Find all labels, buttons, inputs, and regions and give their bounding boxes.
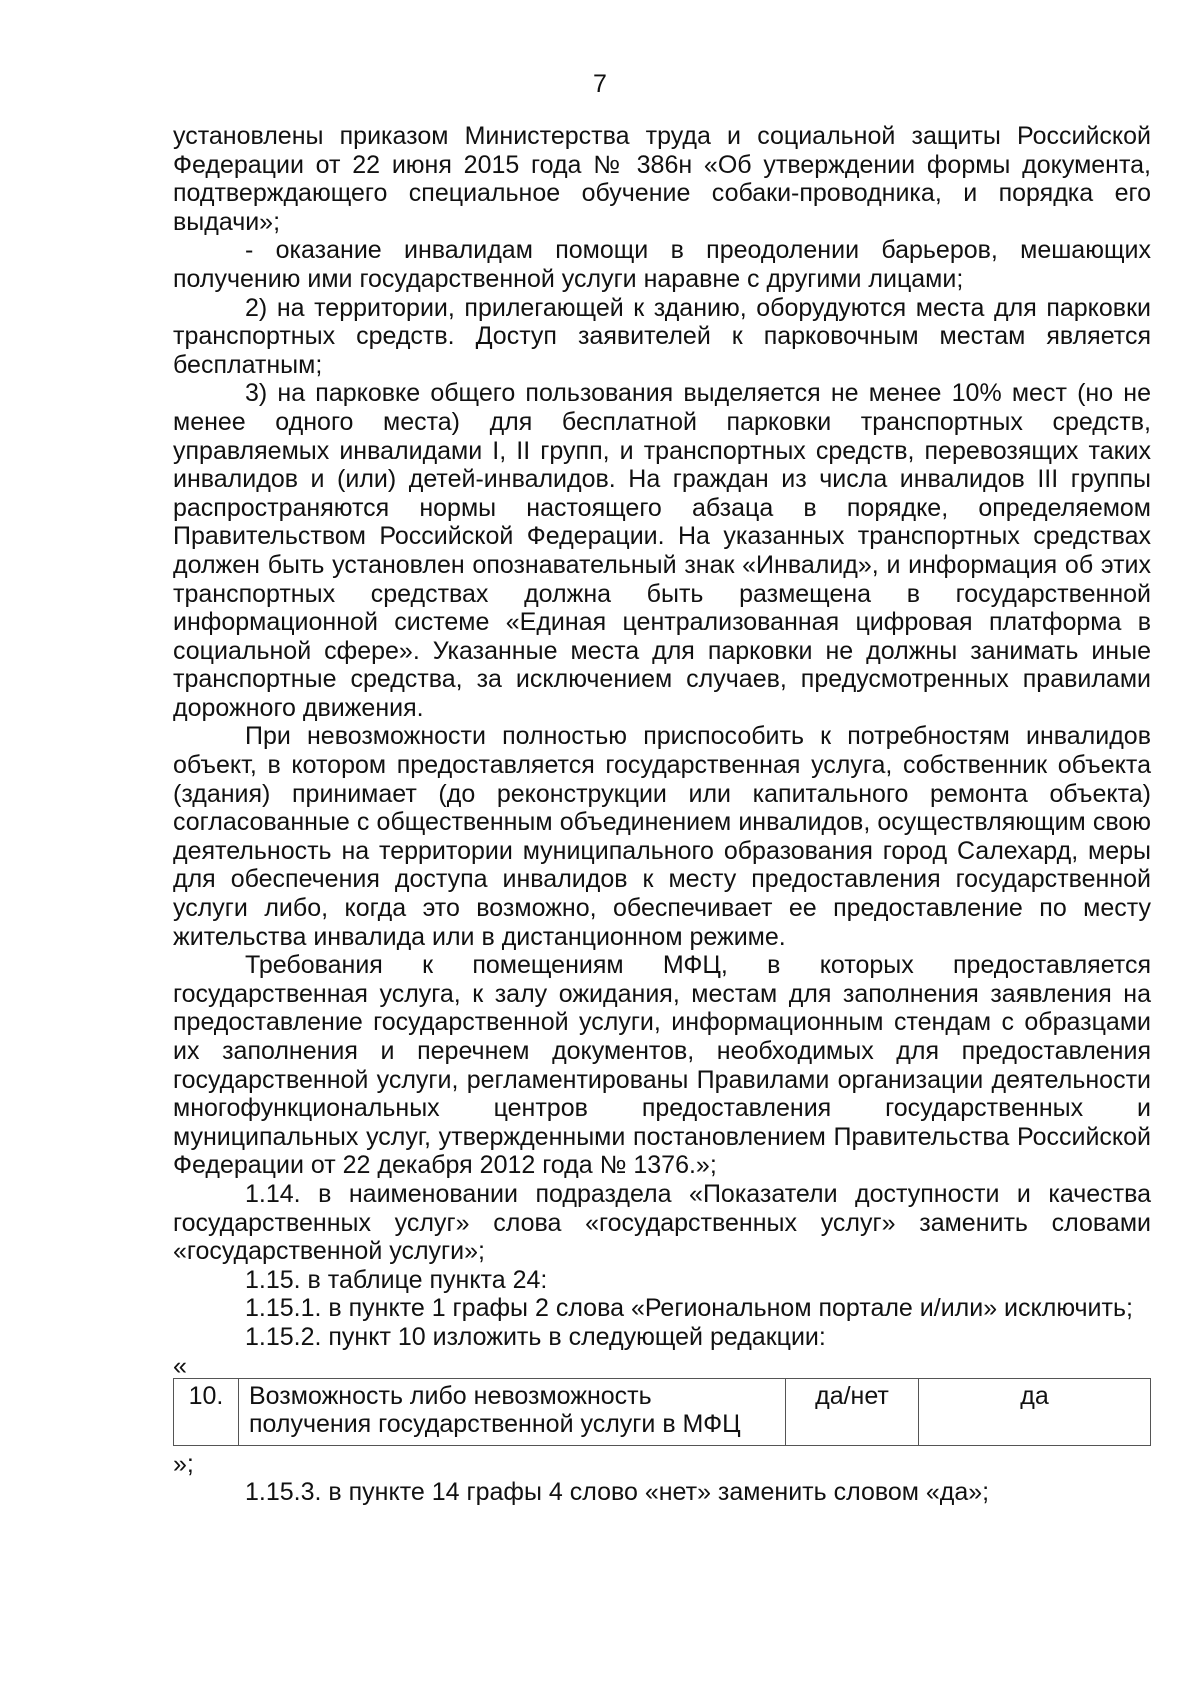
table-cell-number: 10.	[174, 1378, 239, 1445]
paragraph-continuation: установлены приказом Министерства труда и социальной защиты Российской Федерации от 22 июня 2015 года № 386н «Об утверждении формы документа, подтверждающего специальное обучение собаки-проводника, и порядка его выдачи»;	[173, 122, 1151, 236]
table-cell-unit: да/нет	[786, 1378, 919, 1445]
paragraph-item-3: 3) на парковке общего пользования выделяется не менее 10% мест (но не менее одного места) для бесплатной парковки транспортных средств, управляемых инвалидами I, II групп, и транспортных средств, перевозящих таких инвалидов и (или) детей-инвалидов. На граждан из числа инвалидов III группы распространяются нормы настоящего абзаца в порядке, определяемом Правительством Российской Федерации. На указанных транспортных средствах должен быть установлен опознавательный знак «Инвалид», и информация об этих транспортных средствах должна быть размещена в государственной информационной системе «Единая централизованная цифровая платформа в социальной сфере». Указанные места для парковки не должны занимать иные транспортные средства, за исключением случаев, предусмотренных правилами дорожного движения.	[173, 379, 1151, 722]
amendment-table	[173, 1378, 1151, 1446]
paragraph-1-15-2: 1.15.2. пункт 10 изложить в следующей редакции:	[245, 1322, 826, 1351]
table-row	[174, 1378, 1151, 1445]
quote-close-mark: »;	[173, 1449, 194, 1478]
table-cell-indicator: Возможность либо невозможность получения государственной услуги в МФЦ	[239, 1378, 786, 1445]
paragraph-1-14: 1.14. в наименовании подраздела «Показатели доступности и качества государственных услуг» слова «государственных услуг» заменить словами «государственной услуги»;	[173, 1179, 1151, 1266]
document-body	[173, 122, 1151, 1506]
page-number: 7	[593, 70, 607, 98]
quote-open-mark: «	[173, 1351, 187, 1380]
paragraph-assistance: - оказание инвалидам помощи в преодолении барьеров, мешающих получению ими государственной услуги наравне с другими лицами;	[173, 236, 1151, 293]
paragraph-item-2: 2) на территории, прилегающей к зданию, оборудуются места для парковки транспортных средств. Доступ заявителей к парковочным местам является бесплатным;	[173, 293, 1151, 379]
paragraph-1-15-1: 1.15.1. в пункте 1 графы 2 слова «Региональном портале и/или» исключить;	[245, 1294, 1133, 1323]
paragraph-adaptation: При невозможности полностью приспособить к потребностям инвалидов объект, в котором предоставляется государственная услуга, собственник объекта (здания) принимает (до реконструкции или капитального ремонта объекта) согласованные с общественным объединением инвалидов, осуществляющим свою деятельность на территории муниципального образования город Салехард, меры для обеспечения доступа инвалидов к месту предоставления государственной услуги либо, когда это возможно, обеспечивает ее предоставление по месту жительства инвалида или в дистанционном режиме.	[173, 722, 1151, 951]
paragraph-1-15-3: 1.15.3. в пункте 14 графы 4 слово «нет» заменить словом «да»;	[245, 1477, 990, 1506]
table-cell-value: да	[919, 1378, 1151, 1445]
paragraph-1-15: 1.15. в таблице пункта 24:	[245, 1265, 548, 1294]
paragraph-mfc-requirements: Требования к помещениям МФЦ, в которых предоставляется государственная услуга, к залу ожидания, местам для заполнения заявления на предоставление государственной услуги, информационным стендам с образцами их заполнения и перечнем документов, необходимых для предоставления государственной услуги, регламентированы Правилами организации деятельности многофункциональных центров предоставления государственных и муниципальных услуг, утвержденными постановлением Правительства Российской Федерации от 22 декабря 2012 года № 1376.»;	[173, 951, 1151, 1180]
